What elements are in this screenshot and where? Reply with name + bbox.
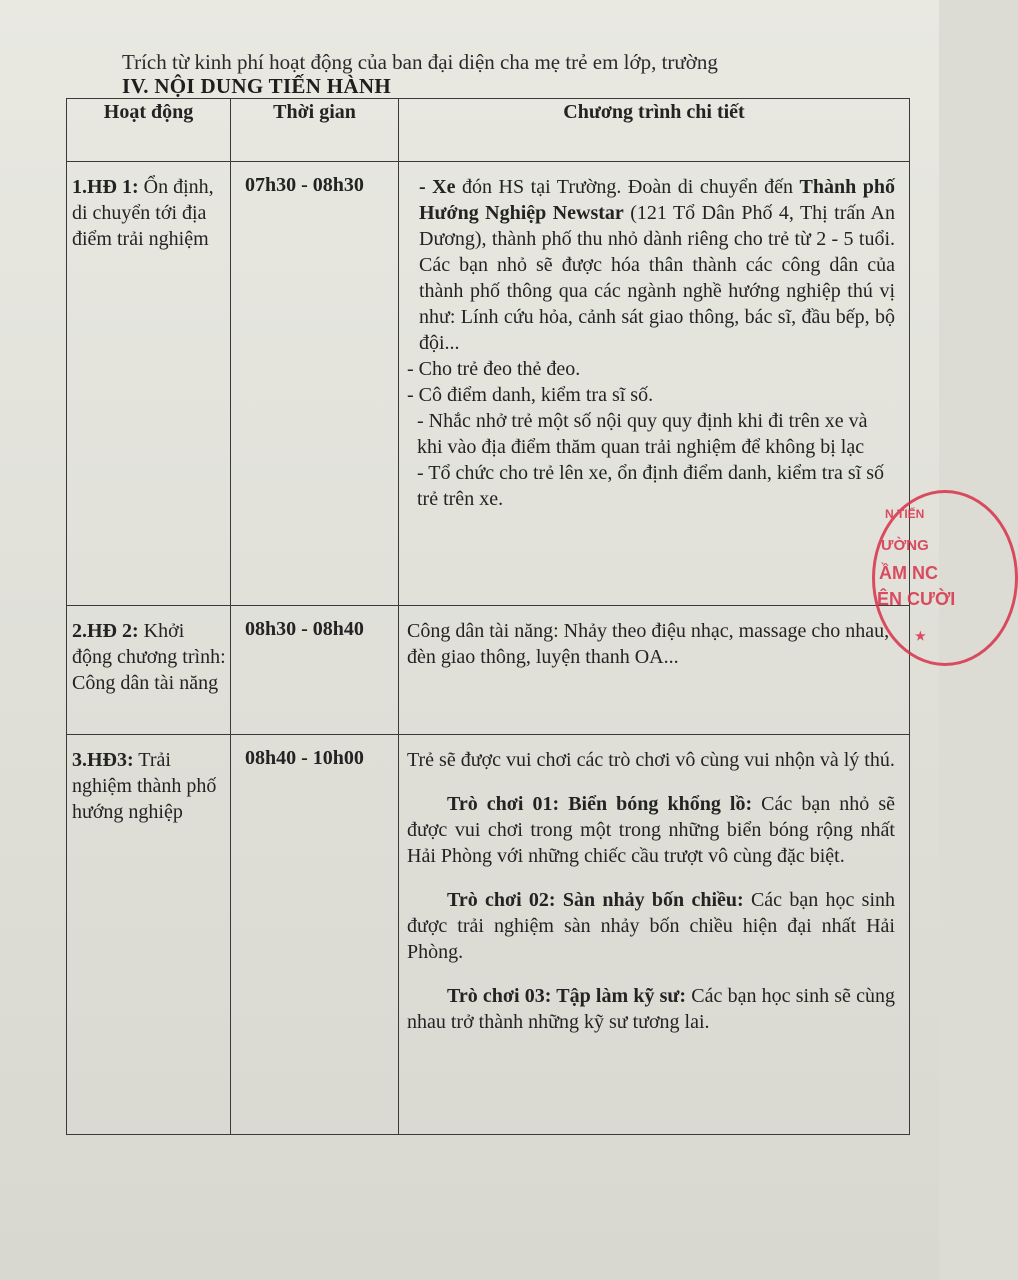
- section-title: IV. NỘI DUNG TIẾN HÀNH: [122, 74, 391, 98]
- detail-paragraph: - Cho trẻ đeo thẻ đeo.: [407, 358, 581, 380]
- activity-table: [66, 98, 910, 1135]
- activity-text: Khởi động chương trình: Công dân tài năng: [72, 620, 226, 694]
- activity-text: Trải nghiệm thành phố hướng nghiệp: [72, 749, 217, 823]
- detail-cell: [399, 606, 910, 735]
- activity-number: 3.HĐ3:: [72, 749, 134, 771]
- table-row: [67, 735, 910, 1135]
- activity-text: Ổn định, di chuyển tới địa điểm trải nghiệm: [72, 176, 214, 250]
- time-cell: 08h30 - 08h40: [231, 606, 399, 735]
- detail-text: (121 Tổ Dân Phố 4, Thị trấn An Dương), thành phố thu nhỏ dành riêng cho trẻ từ 2 - 5 tuổi. Các bạn nhỏ sẽ được hóa thân thành các công dân của thành phố thông qua các ngành nghề hướng nghiệp thú vị như: Lính cứu hỏa, cảnh sát giao thông, bác sĩ, đầu bếp, bộ đội...: [419, 202, 895, 354]
- detail-paragraph: - Tổ chức cho trẻ lên xe, ổn định điểm danh, kiểm tra sĩ số trẻ trên xe.: [417, 462, 885, 510]
- game-paragraph: [407, 983, 895, 1035]
- red-seal-stamp: [872, 490, 1018, 666]
- activity-cell: [67, 162, 231, 606]
- table-row: [67, 606, 910, 735]
- game-paragraph: [407, 887, 895, 965]
- time-cell: 07h30 - 08h30: [231, 162, 399, 606]
- detail-paragraph: - Nhắc nhở trẻ một số nội quy quy định khi đi trên xe và khi vào địa điểm thăm quan trải nghiệm để không bị lạc: [417, 410, 868, 458]
- stamp-text: N TIẾN: [885, 507, 925, 521]
- header-time: Thời gian: [231, 99, 399, 162]
- detail-paragraph: Công dân tài năng: Nhảy theo điệu nhạc, massage cho nhau, đèn giao thông, luyện thanh OA...: [407, 620, 890, 668]
- bold-text: - Xe: [419, 176, 456, 198]
- activity-number: 2.HĐ 2:: [72, 620, 139, 642]
- table-header-row: [67, 99, 910, 162]
- table-row: [67, 162, 910, 606]
- activity-number: 1.HĐ 1:: [72, 176, 139, 198]
- star-icon: ★: [915, 629, 926, 643]
- header-detail: Chương trình chi tiết: [399, 99, 910, 162]
- time-cell: 08h40 - 10h00: [231, 735, 399, 1135]
- game-paragraph: [407, 791, 895, 869]
- game-title: Trò chơi 02: Sàn nhảy bốn chiều:: [447, 889, 744, 911]
- intro-line: Trích từ kinh phí hoạt động của ban đại diện cha mẹ trẻ em lớp, trường: [122, 50, 718, 74]
- stamp-text: ẦM NC: [879, 563, 938, 583]
- game-text: Các bạn học sinh được trải nghiệm sàn nhảy bốn chiều hiện đại nhất Hải Phòng.: [407, 889, 896, 963]
- stamp-text: ÊN CƯỜI: [877, 589, 956, 609]
- detail-text: đón HS tại Trường. Đoàn di chuyển đến: [455, 176, 800, 198]
- detail-cell: [399, 735, 910, 1135]
- game-text: Các bạn học sinh sẽ cùng nhau trở thành những kỹ sư tương lai.: [407, 985, 895, 1033]
- detail-paragraph: - Cô điểm danh, kiểm tra sĩ số.: [407, 384, 654, 406]
- header-activity: Hoạt động: [67, 99, 231, 162]
- bold-text: Thành phố Hướng Nghiệp Newstar: [419, 176, 895, 224]
- activity-cell: [67, 606, 231, 735]
- activity-cell: [67, 735, 231, 1135]
- stamp-text: ƯỜNG: [881, 537, 929, 554]
- game-title: Trò chơi 03: Tập làm kỹ sư:: [447, 985, 687, 1007]
- game-title: Trò chơi 01: Biển bóng khổng lồ:: [447, 793, 753, 815]
- detail-paragraph: Trẻ sẽ được vui chơi các trò chơi vô cùng vui nhộn và lý thú.: [407, 749, 895, 771]
- detail-cell: [399, 162, 910, 606]
- detail-paragraph: [407, 174, 895, 356]
- game-text: Các bạn nhỏ sẽ được vui chơi trong một trong những biển bóng rộng nhất Hải Phòng với những chiếc cầu trượt vô cùng đặc biệt.: [407, 793, 895, 867]
